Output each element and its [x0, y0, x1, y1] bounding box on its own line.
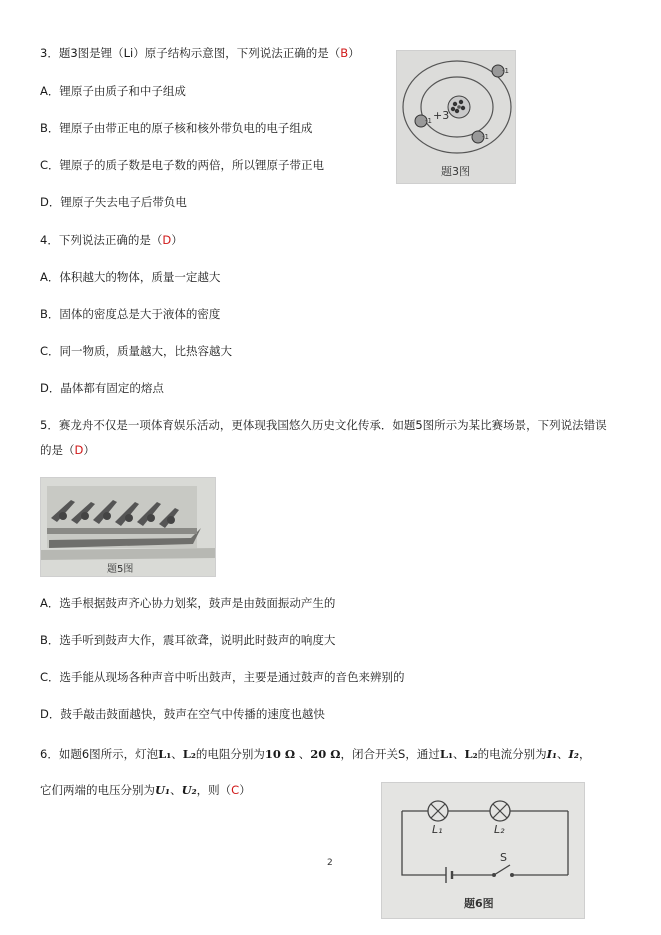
- q4-answer: D: [162, 233, 172, 247]
- electron-charge-1: -1: [502, 67, 509, 75]
- q6-text-8: 、: [557, 747, 569, 761]
- q6-text-11: 、: [170, 783, 182, 797]
- lamp-l2-label: L₂: [494, 823, 505, 836]
- q3-option-d: D．锂原子失去电子后带负电: [40, 195, 187, 209]
- electron-charge-3: -1: [482, 133, 489, 141]
- q6-text-2: 、: [171, 747, 183, 761]
- q3-stem: [40, 45, 360, 61]
- q5-option-a: A．选手根据鼓声齐心协力划桨，鼓声是由鼓面振动产生的: [40, 596, 336, 610]
- electron-charge-2: -1: [425, 117, 432, 125]
- q3-stem-end: ）: [348, 46, 360, 60]
- q6-answer: C: [231, 783, 240, 797]
- q6-text-5: ，闭合开关S，通过: [340, 747, 440, 761]
- figure-3-lithium-atom: [396, 50, 516, 184]
- q6-stem-end: ）: [239, 783, 251, 797]
- q6-current-1: I₁: [546, 747, 558, 761]
- page-number: 2: [327, 858, 333, 868]
- q6-lamp-l2-second: L₂: [464, 747, 478, 761]
- lamp-l1-label: L₁: [432, 823, 443, 836]
- q3-option-c: C．锂原子的质子数是电子数的两倍，所以锂原子带正电: [40, 158, 325, 172]
- figure-6-circuit: [381, 782, 585, 919]
- q6-text-9: ，: [578, 747, 591, 761]
- q6-stem-line2: [40, 782, 251, 798]
- q5-option-b: B．选手听到鼓声大作，震耳欲聋，说明此时鼓声的响度大: [40, 633, 336, 647]
- figure-6-caption: 题6图: [464, 897, 494, 910]
- q5-option-d: D．鼓手敲击鼓面越快，鼓声在空气中传播的速度也越快: [40, 707, 325, 721]
- q6-voltage-2: U₂: [181, 783, 197, 797]
- q6-text-12: ，则（: [196, 783, 232, 797]
- q3-stem-text: 3．题3图是锂（Li）原子结构示意图，下列说法正确的是（: [40, 46, 341, 60]
- switch-label: S: [500, 851, 507, 864]
- q4-stem-text: 4．下列说法正确的是（: [40, 233, 163, 247]
- q4-stem: [40, 232, 183, 248]
- q6-lamp-l1-second: L₁: [439, 747, 453, 761]
- q6-resistance-1: 10 Ω: [264, 747, 296, 761]
- q6-stem-line1: [40, 746, 590, 762]
- q6-text-10: 它们两端的电压分别为: [40, 783, 155, 797]
- figure-5-caption: 题5图: [107, 564, 134, 575]
- q5-stem-line1: 5．赛龙舟不仅是一项体育娱乐活动，更体现我国悠久历史文化传承．如题5图所示为某比赛场景，下列说法错误: [40, 418, 607, 432]
- q6-current-2: I₂: [568, 747, 579, 761]
- q6-text-3: 的电阻分别为: [195, 747, 265, 761]
- q3-answer: B: [340, 46, 349, 60]
- q4-option-b: B．固体的密度总是大于液体的密度: [40, 307, 221, 321]
- q4-stem-end: ）: [171, 233, 183, 247]
- q6-text-7: 的电流分别为: [477, 747, 547, 761]
- q3-option-a: A．锂原子由质子和中子组成: [40, 84, 186, 98]
- q6-voltage-1: U₁: [155, 783, 171, 797]
- q4-option-a: A．体积越大的物体，质量一定越大: [40, 270, 221, 284]
- figure-3-caption: 题3图: [441, 165, 470, 178]
- q6-text-1: 6．如题6图所示，灯泡: [40, 747, 159, 761]
- q4-option-c: C．同一物质，质量越大，比热容越大: [40, 344, 233, 358]
- q4-option-d: D．晶体都有固定的熔点: [40, 381, 164, 395]
- q5-stem-end: ）: [83, 443, 95, 457]
- nucleus-charge: +3: [433, 109, 450, 122]
- q6-text-4: 、: [295, 747, 311, 761]
- q3-option-b: B．锂原子由带正电的原子核和核外带负电的电子组成: [40, 121, 313, 135]
- figure-5-dragon-boat-photo: [40, 477, 216, 577]
- q6-lamp-l2: L₂: [182, 747, 196, 761]
- q6-text-6: 、: [452, 747, 465, 761]
- q6-resistance-2: 20 Ω: [310, 747, 341, 761]
- q6-lamp-l1: L₁: [158, 747, 172, 761]
- q5-answer: D: [74, 443, 84, 457]
- q5-option-c: C．选手能从现场各种声音中听出鼓声，主要是通过鼓声的音色来辨别的: [40, 670, 405, 684]
- q5-stem-text: 的是（: [40, 443, 75, 457]
- q5-stem-line2: [40, 442, 95, 458]
